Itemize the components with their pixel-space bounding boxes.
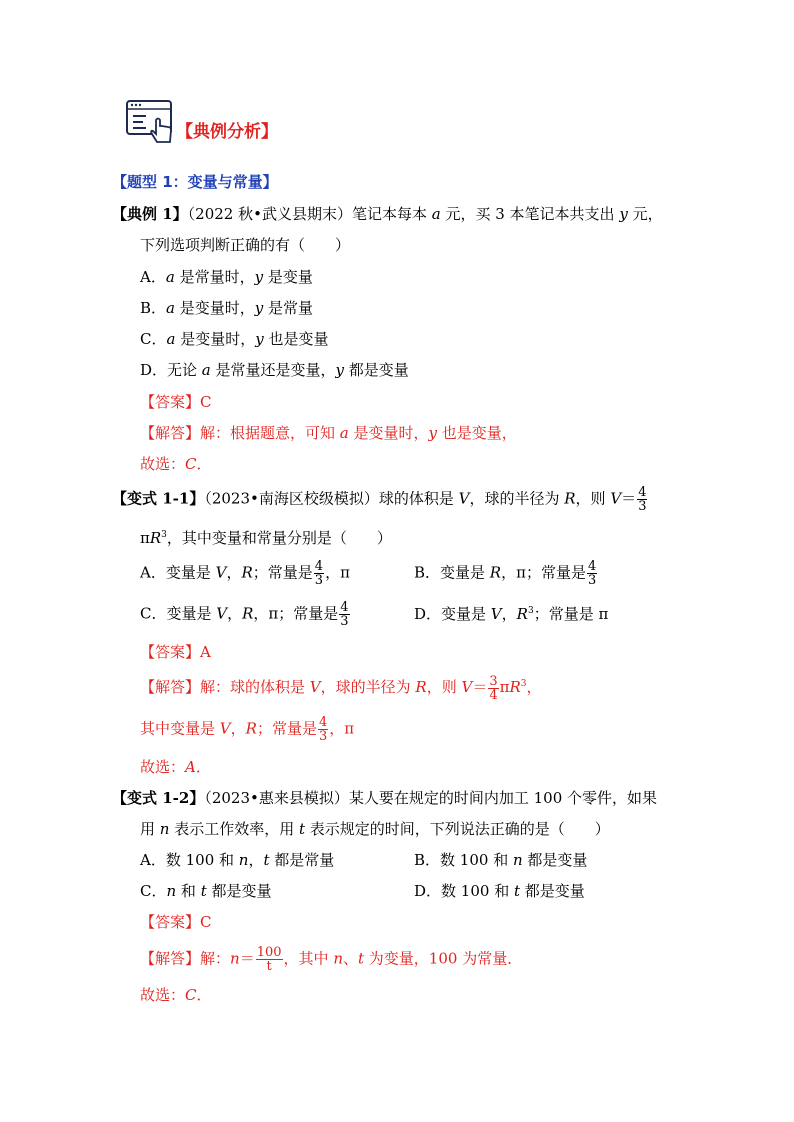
v11-answer: 【答案】A [140,643,211,661]
ex1-option-b: B．a 是变量时，y 是常量 [140,299,314,317]
v12-solution: 【解答】解：n＝ $\frac{100}{t}$ ，其中 n、t 为变量，100 为常量． [140,945,523,974]
v12-option-a: A．数 100 和 n，t 都是常量 [140,851,335,869]
v12-option-d: D．数 100 和 t 都是变量 [414,882,585,900]
v12-line2: 用 n 表示工作效率，用 t 表示规定的时间，下列说法正确的是（ ） [140,820,610,838]
v12-line1: 【变式 1-2】（2023•惠来县模拟）某人要在规定的时间内加工 100 个零件，如果 [112,789,658,807]
v11-option-b: B．变量是 R，π；常量是 $\frac{4}{3}$ [414,559,597,588]
v11-solution: 【解答】解：球的体积是 V，球的半径为 R，则 V＝ $\frac{3}{4}$ $\pi R^3$， [140,673,542,703]
v12-label: 【变式 1-2】 [112,789,205,807]
v12-choose: 故选：C． [140,986,212,1004]
section-title: 【题型 1：变量与常量】 [112,173,278,191]
v11-sol-frac: $\frac{3}{4}$ [489,673,498,703]
v12-frac: $\frac{100}{t}$ [256,945,282,974]
v12-answer: 【答案】C [140,913,212,931]
page-title: 【典例分析】 [176,122,278,142]
v11-line2: $\pi R^3$，其中变量和常量分别是（ ） [140,529,392,547]
v11-label: 【变式 1-1】 [112,489,205,508]
ex1-label: 【典例 1】 [112,205,188,223]
ex1-answer: 【答案】C [140,393,212,411]
ex1-solution: 【解答】解：根据题意，可知 a 是变量时，y 也是变量， [140,424,517,442]
ex1-option-c: C．a 是变量时，y 也是变量 [140,330,329,348]
ex1-line1: 【典例 1】（2022 秋•武义县期末）笔记本每本 a 元，买 3 本笔记本共支出 y 元， [112,205,663,223]
v11-choose: 故选：A． [140,758,211,776]
v11-frac-4-3: $\frac{4}{3}$ [638,485,647,514]
ex1-choose: 故选：C． [140,455,212,473]
v11-option-c: C．变量是 V，R，π；常量是 $\frac{4}{3}$ [140,600,349,629]
v11-line1: 【变式 1-1】（2023•南海区校级模拟）球的体积是 V，球的半径为 R，则 V＝ $\frac{4}{3}$ [112,485,647,514]
ex1-option-d: D．无论 a 是常量还是变量，y 都是变量 [140,361,409,379]
v12-option-c: C．n 和 t 都是变量 [140,882,272,900]
v12-option-b: B．数 100 和 n 都是变量 [414,851,588,869]
ex1-option-a: A．a 是常量时，y 是变量 [140,268,313,286]
v11-option-d: D．变量是 V，$R^3$；常量是 π [414,605,609,623]
monitor-cursor-icon [126,100,176,146]
v11-option-a: A．变量是 V，R；常量是 $\frac{4}{3}$ ，π [140,559,350,588]
ex1-line2: 下列选项判断正确的有（ ） [140,236,351,254]
v11-solution-line2: 其中变量是 V，R；常量是 $\frac{4}{3}$ ，π [140,715,355,744]
